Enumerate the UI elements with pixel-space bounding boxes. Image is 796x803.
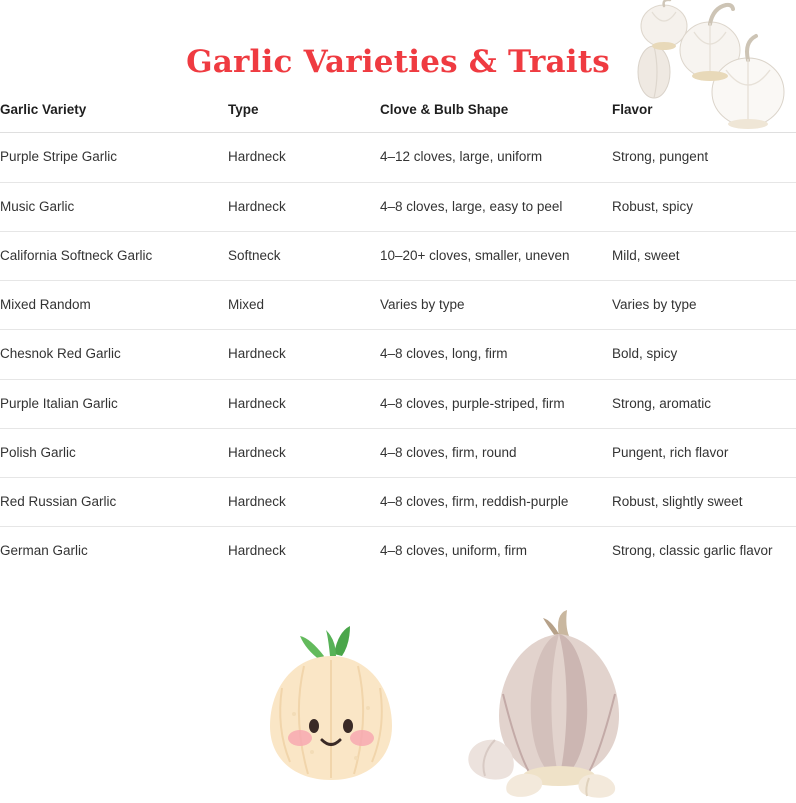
cell-type: Hardneck xyxy=(228,182,380,231)
table-header-row xyxy=(0,90,796,133)
cell-flavor: Strong, aromatic xyxy=(612,379,796,428)
cell-shape: 4–8 cloves, long, firm xyxy=(380,330,612,379)
cell-type: Hardneck xyxy=(228,543,286,559)
cell-variety: Chesnok Red Garlic xyxy=(0,330,228,379)
table-row xyxy=(0,281,796,330)
cell-variety: Purple Italian Garlic xyxy=(0,379,228,428)
cell-shape: 4–8 cloves, uniform, firm xyxy=(380,543,528,559)
cell-type: Mixed xyxy=(228,281,380,330)
garlic-table-container xyxy=(0,90,796,576)
cell-type: Hardneck xyxy=(228,379,380,428)
cell-type: Softneck xyxy=(228,231,380,280)
table-row xyxy=(0,527,796,576)
column-header-type: Type xyxy=(228,90,380,133)
cell-flavor: Strong, pungent xyxy=(612,133,796,182)
cell-flavor: Mild, sweet xyxy=(612,231,796,280)
cell-variety: German Garlic xyxy=(0,543,88,559)
cell-flavor: Robust, spicy xyxy=(612,182,796,231)
cell-shape: 4–8 cloves, firm, reddish-purple xyxy=(380,478,612,527)
cell-shape: 4–8 cloves, purple-striped, firm xyxy=(380,379,612,428)
column-header-shape: Clove & Bulb Shape xyxy=(380,90,612,133)
table-body xyxy=(0,133,796,576)
cell-type: Hardneck xyxy=(228,133,380,182)
kawaii-garlic-character-illustration xyxy=(236,622,426,792)
cell-flavor: Bold, spicy xyxy=(612,330,796,379)
column-header-flavor: Flavor xyxy=(612,90,796,133)
garlic-bulb-with-cloves-illustration xyxy=(455,608,665,798)
table-row xyxy=(0,182,796,231)
table-row xyxy=(0,428,796,477)
table-row xyxy=(0,330,796,379)
cell-variety: Red Russian Garlic xyxy=(0,478,228,527)
cell-type: Hardneck xyxy=(228,478,380,527)
cell-type: Hardneck xyxy=(228,428,380,477)
cell-flavor: Pungent, rich flavor xyxy=(612,428,796,477)
table-row xyxy=(0,133,796,182)
table-header xyxy=(0,90,796,133)
cell-variety: Music Garlic xyxy=(0,182,228,231)
cell-type: Hardneck xyxy=(228,330,380,379)
table-row xyxy=(0,379,796,428)
table-row xyxy=(0,478,796,527)
column-header-variety: Garlic Variety xyxy=(0,90,228,133)
cell-shape: 10–20+ cloves, smaller, uneven xyxy=(380,231,612,280)
table-row xyxy=(0,231,796,280)
garlic-varieties-table xyxy=(0,90,796,576)
cell-flavor: Robust, slightly sweet xyxy=(612,478,796,527)
cell-shape: 4–12 cloves, large, uniform xyxy=(380,133,612,182)
cell-flavor: Strong, classic garlic flavor xyxy=(612,543,773,559)
cell-flavor: Varies by type xyxy=(612,281,796,330)
cell-shape: 4–8 cloves, large, easy to peel xyxy=(380,182,612,231)
cell-shape: 4–8 cloves, firm, round xyxy=(380,428,612,477)
cell-shape: Varies by type xyxy=(380,281,612,330)
page-title: Garlic Varieties & Traits xyxy=(186,44,610,80)
cell-variety: California Softneck Garlic xyxy=(0,231,228,280)
cell-variety: Mixed Random xyxy=(0,281,228,330)
cell-variety: Polish Garlic xyxy=(0,428,228,477)
cell-variety: Purple Stripe Garlic xyxy=(0,133,228,182)
